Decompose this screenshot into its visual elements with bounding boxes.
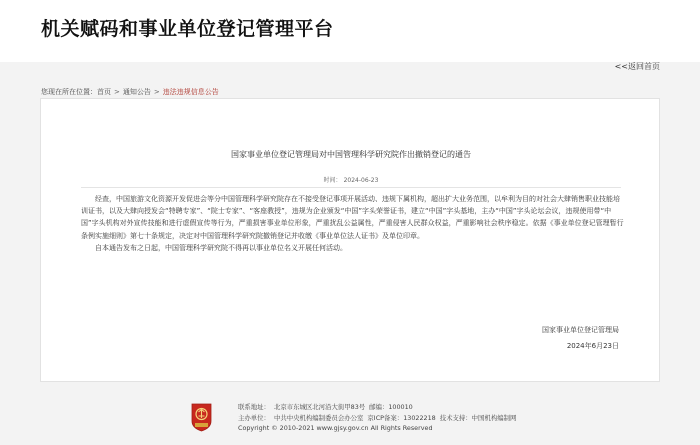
article-signer: 国家事业单位登记管理局 — [542, 326, 619, 334]
article-sign-date: 2024年6月23日 — [566, 342, 619, 350]
footer-row-org — [238, 413, 516, 424]
site-title: 机关赋码和事业单位登记管理平台 — [41, 18, 334, 40]
org-label: 主办单位： — [238, 413, 270, 422]
breadcrumb-prefix: 您现在所在位置： — [41, 88, 97, 96]
icp-label: 京ICP备案： — [367, 413, 404, 422]
breadcrumb — [41, 87, 219, 97]
breadcrumb-separator: > — [114, 88, 120, 96]
article-paragraph: 经查，中国旅游文化资源开发促进会等分中国管理科学研究院存在不接受登记事项开展活动、违规下属机构，超出扩大业务范围，以牟利为目的对社会大肆销售职业技能培训证书，以及大肆向授发会“特聘专家”、“院士专家”、“客座教授”，违规为企业颁发“中国”字头荣誉证书，建立“中国”字头基地，主办“中国”字头论坛会议，违规使用带“中国”字头机构对外宣传技能和进行虚假宣传等行为，严重损害事业单位形象，严重扰乱公益属性，严重侵害人民群众权益，严重影响社会秩序稳定。依据《事业单位登记管理暂行条例实施细则》第七十条规定，决定对中国管理科学研究院撤销登记并收缴《事业单位法人证书》及单位印章。 — [81, 195, 624, 240]
article-title: 国家事业单位登记管理局对中国管理科学研究院作出撤销登记的通告 — [231, 150, 471, 159]
address-label: 联系地址： — [238, 403, 270, 411]
breadcrumb-current: 违法违规信息公告 — [162, 88, 219, 96]
header-bar — [0, 0, 700, 62]
breadcrumb-separator: > — [153, 88, 160, 96]
article-paragraph: 自本通告发布之日起，中国管理科学研究院不得再以事业单位名义开展任何活动。 — [95, 243, 347, 252]
org-value: 中共中央机构编制委员会办公室 — [273, 413, 364, 422]
party-emblem-icon[interactable] — [190, 403, 213, 432]
footer-info — [238, 402, 516, 434]
breadcrumb-home[interactable]: 首页 — [97, 88, 111, 96]
tech-label: 技术支持： — [439, 413, 472, 422]
article-body — [81, 193, 626, 254]
footer-row-address — [238, 402, 516, 413]
zip-label: 邮编： — [369, 403, 389, 411]
address-value: 北京市东城区北河沿大街甲83号 — [273, 403, 366, 411]
footer-copyright: Copyright © 2010-2021 www.gjsy.gov.cn All Rights Reserved — [238, 424, 433, 432]
title-divider — [81, 187, 621, 188]
time-value: 2024-06-23 — [343, 177, 379, 184]
zip-value: 100010 — [388, 403, 413, 411]
article-panel — [40, 98, 660, 382]
article-time — [41, 175, 661, 184]
footer — [0, 395, 700, 445]
breadcrumb-notices[interactable]: 通知公告 — [122, 88, 151, 96]
time-label: 时间： — [323, 177, 342, 184]
back-home-link[interactable]: <<返回首页 — [614, 62, 660, 71]
tech-value: 中国机构编制网 — [471, 413, 517, 422]
icp-value: 13022218 — [403, 413, 436, 422]
